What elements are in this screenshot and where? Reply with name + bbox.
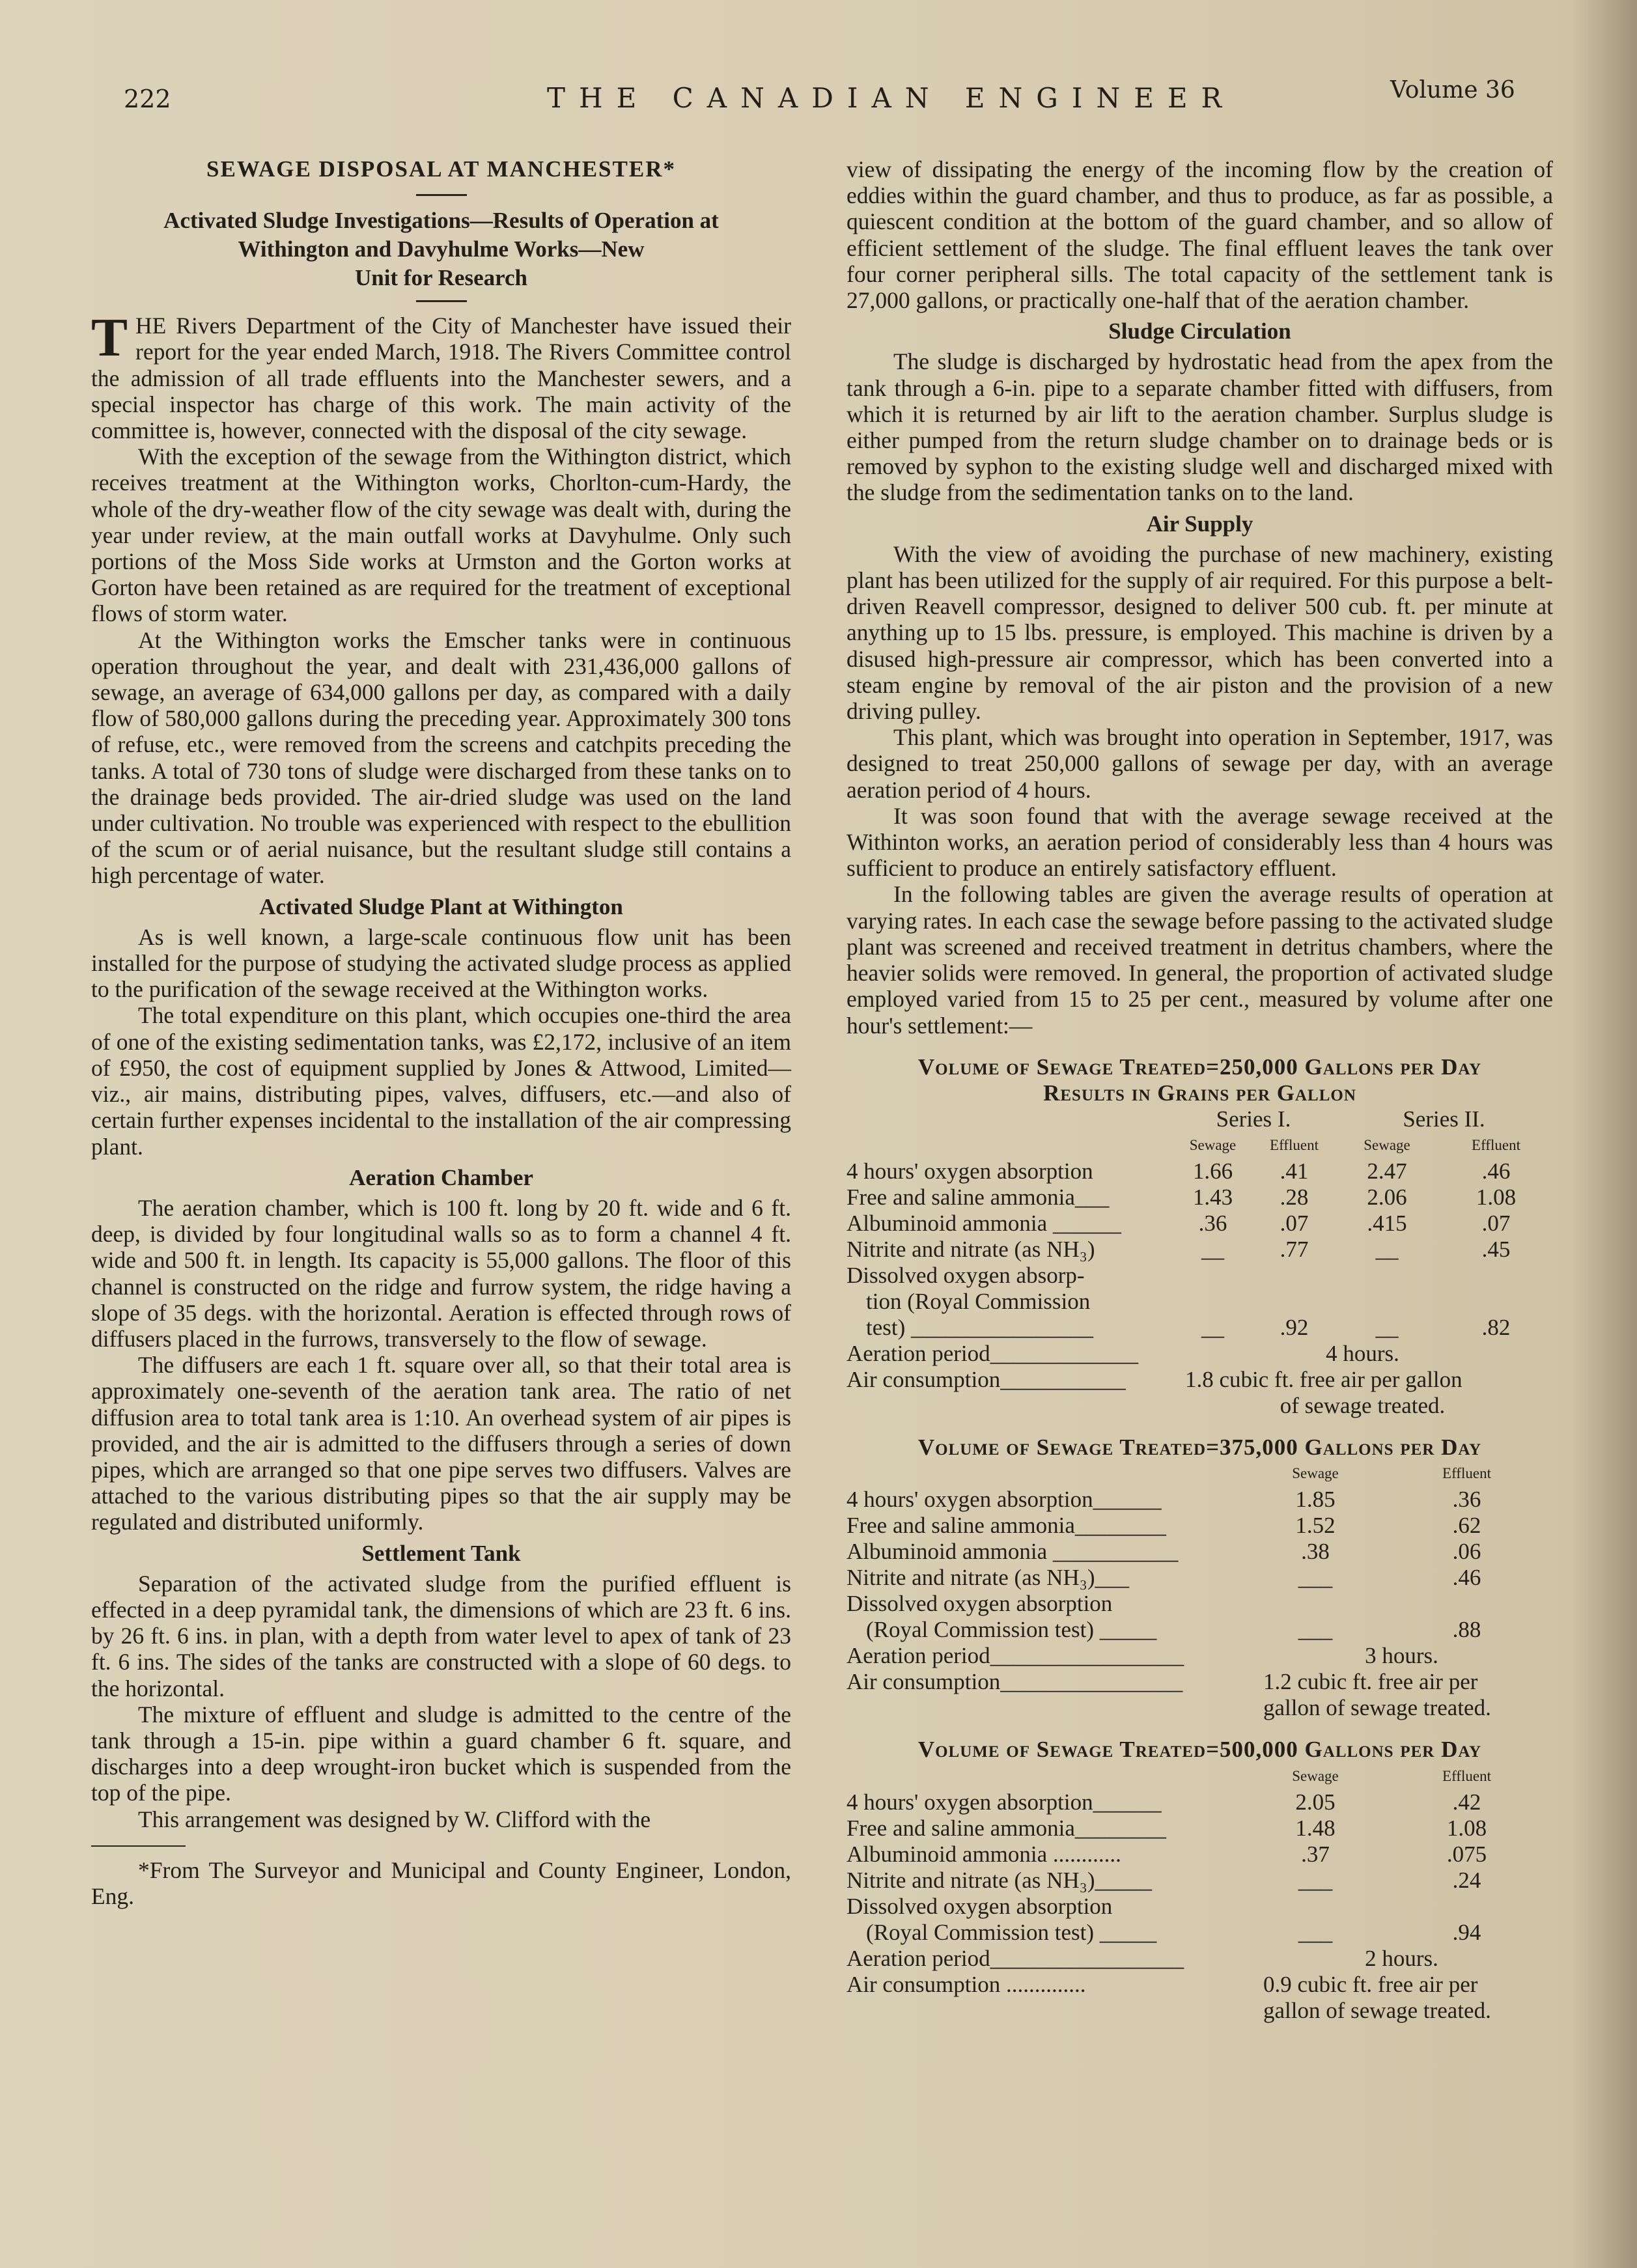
title-rule — [416, 194, 467, 196]
paragraph: This arrangement was designed by W. Clifford with the — [138, 1806, 651, 1832]
table-row: Nitrite and nitrate (as NH₃)___ ___ .46 — [846, 1565, 1481, 1591]
table-header-row — [846, 1106, 1553, 1132]
table-row: Free and saline ammonia________ 1.48 1.08 — [846, 1815, 1487, 1841]
table-row: Air consumption .............. 0.9 cubic ft. free air per — [846, 1971, 1478, 1997]
table-row: Albuminoid ammonia ___________ .38 .06 — [846, 1539, 1481, 1565]
footnote-rule — [91, 1845, 186, 1847]
table-2-title: Volume of Sewage Treated=375,000 Gallons per Day — [917, 1435, 1482, 1461]
table-row: Free and saline ammonia________ 1.52 .62 — [846, 1513, 1481, 1539]
paragraph: Separation of the activated sludge from the purified effluent is effected in a deep pyramidal tank, the dimensions of which are 23 ft. 6 ins. by 26 ft. 6 ins. in plan, with a depth from water level to apex of tank of 23 ft. 6 ins. The sides of the tanks are constructed with a slope of 60 degs. to the horizontal. — [91, 1570, 791, 1701]
series-1-header: Series I. — [1216, 1106, 1291, 1132]
column-header-effluent: Effluent — [1442, 1767, 1491, 1784]
section-heading: Aeration Chamber — [349, 1164, 533, 1190]
paragraph: At the Withington works the Emscher tanks were in continuous operation throughout the year, and dealt with 231,436,000 gallons of sewage, an average of 634,000 gallons per day, as compared with a daily flow of 580,000 gallons during the preceding year. Approximately 300 tons of refuse, etc., were removed from the screens and catchpits preceding the tanks. A total of 730 tons of sludge were discharged from these tanks on to the drainage beds provided. The air-dried sludge was used on the land under cultivation. No trouble was experienced with respect to the ebullition of the scum or of aerial nuisance, but the resultant sludge still contains a high percentage of water. — [91, 626, 791, 889]
table-row: 4 hours' oxygen absorption______ 2.05 .42 — [846, 1789, 1481, 1815]
page-header — [0, 77, 1637, 122]
paragraph: The mixture of effluent and sludge is admitted to the centre of the tank through a 15-in. pipe within a guard chamber 6 ft. square, and discharges into a deep wrought-iron bucket which is suspended from the top of the pipe. — [91, 1701, 791, 1806]
paragraph: This plant, which was brought into operation in September, 1917, was designed to treat 250,000 gallons of sewage per day, with an average aeration period of 4 hours. — [846, 724, 1553, 803]
footnote: *From The Surveyor and Municipal and County Engineer, London, Eng. — [91, 1856, 791, 1909]
table-row: 4 hours' oxygen absorption______ 1.85 .36 — [846, 1487, 1481, 1513]
table-row: gallon of sewage treated. — [1263, 1695, 1491, 1721]
right-column — [846, 156, 1553, 2024]
table-row: Aeration period_________________ 3 hours. — [846, 1643, 1438, 1669]
column-header-sewage: Sewage — [1189, 1137, 1237, 1154]
table-row: Albuminoid ammonia ............ .37 .075 — [846, 1841, 1487, 1867]
section-heading: Activated Sludge Plant at Withington — [259, 893, 623, 919]
section-heading: Sludge Circulation — [1108, 318, 1291, 344]
table-1 — [846, 1106, 1553, 1419]
paragraph: The aeration chamber, which is 100 ft. long by 20 ft. wide and 6 ft. deep, is divided by four longitudinal walls so as to form a channel 4 ft. wide and 500 ft. in length. Its capacity is 55,000 gallons. The floor of this channel is constructed on the ridge and furrow system, the ridge having a slope of 35 degs. with the horizontal. Aeration is effected through rows of diffusers placed in the furrows, transversely to the flow of sewage. — [91, 1194, 791, 1352]
table-row: gallon of sewage treated. — [1263, 1997, 1491, 2023]
table-header-row — [846, 1461, 1553, 1487]
column-header-effluent: Effluent — [1472, 1137, 1520, 1154]
table-header-row — [846, 1763, 1553, 1789]
column-header-effluent: Effluent — [1442, 1465, 1491, 1482]
article-subtitle-line-1: Activated Sludge Investigations—Results of Operation at — [163, 208, 719, 234]
drop-cap: T — [91, 307, 128, 369]
article-subtitle-line-3: Unit for Research — [354, 265, 528, 291]
column-header-sewage: Sewage — [1364, 1137, 1410, 1154]
paragraph: The total expenditure on this plant, which occupies one-third the area of one of the existing sedimentation tanks, was £2,172, inclusive of an item of £950, the cost of equipment supplied by Jones & Attwood, Limited—viz., air mains, distributing pipes, valves, diffusers, etc.—and also of certain further expenses incidental to the installation of the air compressing plant. — [91, 1002, 791, 1160]
paragraph: In the following tables are given the average results of operation at varying rates. In each case the sewage before passing to the activated sludge plant was screened and received treatment in detritus chambers, where the heavier solids were removed. In general, the proportion of activated sludge employed varied from 15 to 25 per cent., measured by volume after one hour's settlement:— — [846, 881, 1553, 1039]
section-heading: Air Supply — [1146, 511, 1253, 537]
table-row: Nitrite and nitrate (as NH₃) __ .77 __ .45 — [846, 1237, 1511, 1263]
table-row: of sewage treated. — [1280, 1393, 1446, 1419]
table-row: Dissolved oxygen absorption — [846, 1893, 1113, 1919]
table-row: Aeration period_____________ 4 hours. — [846, 1341, 1399, 1367]
table-row: (Royal Commission test) _____ ___ .88 — [866, 1617, 1481, 1643]
table-row: Air consumption___________ 1.8 cubic ft. free air per gallon — [846, 1367, 1462, 1393]
paragraph: As is well known, a large-scale continuous flow unit has been installed for the purpose of studying the activated sludge process as applied to the purification of the sewage received at the Withington works. — [91, 923, 791, 1003]
article-title: SEWAGE DISPOSAL AT MANCHESTER* — [206, 156, 676, 182]
table-row: Aeration period_________________ 2 hours. — [846, 1945, 1438, 1971]
table-row: Air consumption________________ 1.2 cubic ft. free air per — [846, 1669, 1478, 1695]
subtitle-rule — [416, 300, 467, 302]
table-header-row — [846, 1132, 1553, 1158]
table-row: 4 hours' oxygen absorption 1.66 .41 2.47 .46 — [846, 1158, 1511, 1184]
table-3-title: Volume of Sewage Treated=500,000 Gallons per Day — [917, 1737, 1482, 1763]
table-row: Dissolved oxygen absorp- — [846, 1263, 1085, 1289]
table-row: Free and saline ammonia___ 1.43 .28 2.06 1.08 — [846, 1184, 1517, 1211]
table-1-subtitle: Results in Grains per Gallon — [1043, 1080, 1356, 1106]
table-row: Dissolved oxygen absorption — [846, 1591, 1113, 1617]
paragraph: With the view of avoiding the purchase of new machinery, existing plant has been utilized for the supply of air required. For this purpose a belt-driven Reavell compressor, designed to deliver 500 cub. ft. per minute at anything up to 15 lbs. pressure, is employed. This machine is driven by a disused high-pressure air compressor, which has been converted into a steam engine by removal of the air piston and the provision of a new driving pulley. — [846, 540, 1553, 725]
table-row: tion (Royal Commission — [866, 1289, 1091, 1315]
paragraph: view of dissipating the energy of the incoming flow by the creation of eddies within the guard chamber, and thus to produce, as far as possible, a quiescent condition at the bottom of the guard chamber, and so allow of efficient settlement of the sludge. The final effluent leaves the tank over four corner peripheral sills. The total capacity of the settlement tank is 27,000 gallons, or practically one-half that of the aeration chamber. — [846, 156, 1553, 314]
journal-title: THE CANADIAN ENGINEER — [547, 82, 1236, 114]
paragraph: With the exception of the sewage from the Withington district, which receives treatment at the Withington works, Chorlton-cum-Hardy, the whole of the dry-weather flow of the city sewage was dealt with, during the year under review, at the main outfall works at Davyhulme. Only such portions of the Moss Side works at Urmston and the Gorton works at Gorton have been retained as are required for the treatment of exceptional flows of storm water. — [91, 443, 791, 627]
series-2-header: Series II. — [1403, 1106, 1485, 1132]
column-header-sewage: Sewage — [1292, 1767, 1339, 1784]
column-header-effluent: Effluent — [1270, 1137, 1319, 1154]
table-row: (Royal Commission test) _____ ___ .94 — [866, 1919, 1481, 1945]
paragraph: THE Rivers Department of the City of Manchester have issued their report for the year ended March, 1918. The Rivers Committee control the admission of all trade effluents into the Manchester sewers, and a special inspector has charge of this work. The main activity of the committee is, however, connected with the disposal of the city sewage. — [91, 307, 791, 444]
paragraph: The diffusers are each 1 ft. square over all, so that their total area is approximately one-seventh of the aeration tank area. The ratio of net diffusion area to total tank area is 1:10. An overhead system of air pipes is provided, and the air is admitted to the diffusers through a series of down pipes, which are arranged so that one pipe serves two diffusers. Valves are attached to the various distributing pipes so that the air supply may be regulated and distributed uniformly. — [91, 1352, 791, 1535]
table-1-title: Volume of Sewage Treated=250,000 Gallons per Day — [917, 1054, 1482, 1080]
paragraph: The sludge is discharged by hydrostatic head from the apex from the tank through a 6-in. pipe to a separate chamber fitted with diffusers, from which it is returned by air lift to the aeration chamber. Surplus sludge is either pumped from the return sludge chamber on to drainage beds or is removed by syphon to the existing sludge well and discharged mixed with the sludge from the sedimentation tanks on to the land. — [846, 348, 1553, 506]
table-2 — [846, 1461, 1553, 1721]
column-header-sewage: Sewage — [1292, 1465, 1339, 1482]
left-column — [91, 156, 791, 1909]
paragraph: It was soon found that with the average sewage received at the Withinton works, an aeration period of considerably less than 4 hours was sufficient to produce an entirely satisfactory effluent. — [846, 802, 1553, 882]
volume-label: Volume 36 — [1390, 77, 1515, 104]
page-number: 222 — [124, 85, 171, 113]
table-row: test) ________________ __ .92 __ .82 — [866, 1315, 1511, 1341]
table-row: Albuminoid ammonia ______ .36 .07 .415 .07 — [846, 1211, 1511, 1237]
table-row: Nitrite and nitrate (as NH₃)_____ ___ .24 — [846, 1867, 1481, 1893]
table-3 — [846, 1763, 1553, 2024]
section-heading: Settlement Tank — [361, 1540, 521, 1566]
article-subtitle-line-2: Withington and Davyhulme Works—New — [238, 236, 645, 262]
